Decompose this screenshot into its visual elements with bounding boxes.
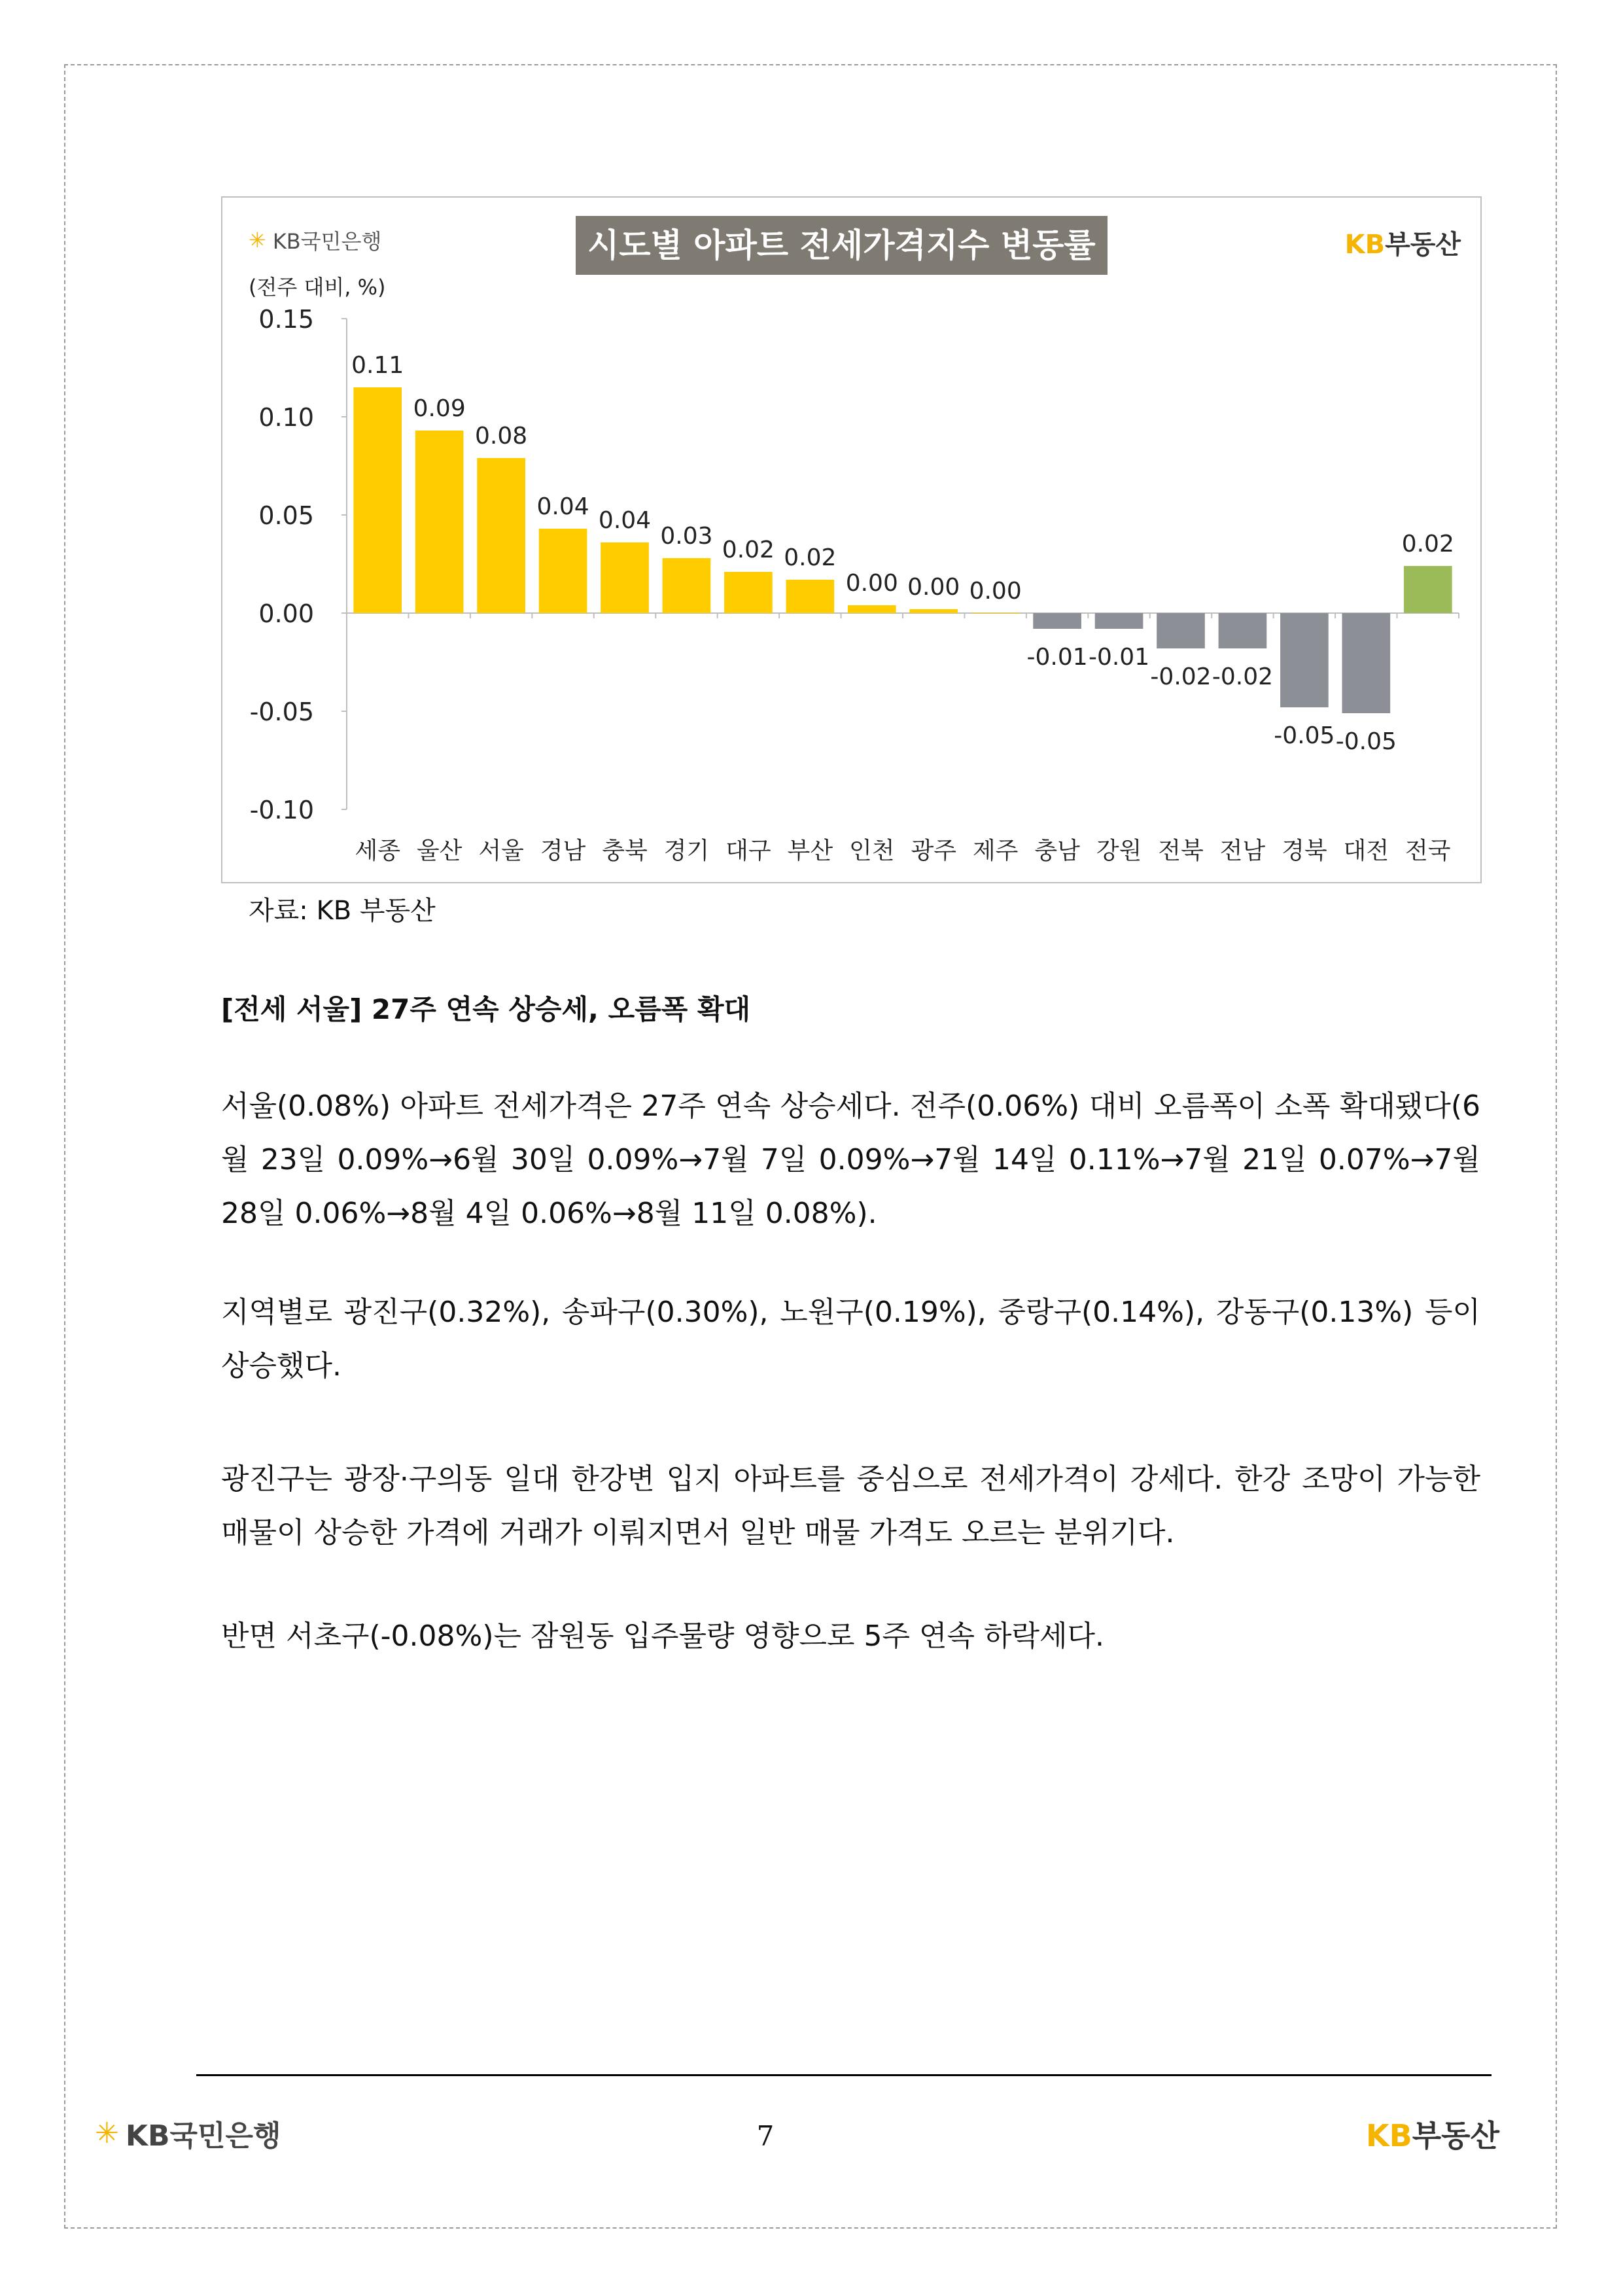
chart-title: 시도별 아파트 전세가격지수 변동률 bbox=[576, 216, 1108, 275]
x-tick-label-서울: 서울 bbox=[478, 838, 524, 864]
x-tick-label-전국: 전국 bbox=[1405, 838, 1451, 864]
kb-bank-logo-text: KB국민은행 bbox=[125, 2119, 281, 2153]
section-heading: [전세 서울] 27주 연속 상승세, 오름폭 확대 bbox=[221, 993, 751, 1025]
data-label-광주: 0.00 bbox=[907, 574, 960, 601]
bar-전북 bbox=[1157, 613, 1205, 648]
bar-세종 bbox=[353, 387, 402, 613]
data-label-제주: 0.00 bbox=[969, 578, 1022, 605]
x-tick-label-전남: 전남 bbox=[1219, 838, 1266, 864]
bar-제주 bbox=[971, 612, 1020, 613]
x-tick-label-강원: 강원 bbox=[1096, 838, 1142, 864]
bar-울산 bbox=[415, 431, 464, 613]
x-tick-label-세종: 세종 bbox=[355, 838, 401, 864]
x-tick-label-울산: 울산 bbox=[416, 838, 462, 864]
data-label-충남: -0.01 bbox=[1026, 644, 1088, 671]
data-label-강원: -0.01 bbox=[1088, 644, 1150, 671]
kb-realestate-logo-footer: KB부동산 bbox=[1366, 2118, 1500, 2153]
bar-강원 bbox=[1095, 613, 1143, 629]
x-tick-label-인천: 인천 bbox=[848, 838, 895, 864]
x-tick-label-경남: 경남 bbox=[540, 838, 586, 864]
y-tick-label: 0.15 bbox=[258, 305, 314, 334]
paragraph-3: 광진구는 광장·구의동 일대 한강변 입지 아파트를 중심으로 전세가격이 강세다. 한강 조망이 가능한 매물이 상승한 가격에 거래가 이뤄지면서 일반 매물 가격도 오르는 분위기다. bbox=[221, 1462, 1480, 1549]
bar-충남 bbox=[1033, 613, 1081, 629]
x-tick-label-대구: 대구 bbox=[725, 838, 771, 864]
data-label-부산: 0.02 bbox=[784, 544, 837, 571]
y-tick-label: -0.10 bbox=[249, 796, 314, 824]
x-tick-label-충북: 충북 bbox=[602, 838, 648, 864]
y-tick-label: 0.00 bbox=[258, 599, 314, 628]
kb-realestate-logo-chart: KB부동산 bbox=[1344, 230, 1461, 260]
x-tick-label-제주: 제주 bbox=[972, 838, 1019, 864]
bar-chart bbox=[222, 198, 1480, 882]
data-label-울산: 0.09 bbox=[413, 395, 466, 422]
data-label-인천: 0.00 bbox=[845, 570, 898, 597]
bar-광주 bbox=[909, 609, 958, 613]
y-tick-label: 0.05 bbox=[258, 501, 314, 530]
chart-container bbox=[221, 196, 1482, 883]
bar-대구 bbox=[724, 572, 773, 613]
bar-서울 bbox=[477, 458, 525, 613]
data-label-경남: 0.04 bbox=[536, 493, 589, 520]
data-label-전국: 0.02 bbox=[1401, 531, 1454, 557]
y-tick-label: -0.05 bbox=[249, 698, 314, 726]
footer-divider bbox=[196, 2074, 1492, 2076]
data-label-서울: 0.08 bbox=[475, 423, 528, 450]
paragraph-4: 반면 서초구(-0.08%)는 잠원동 입주물량 영향으로 5주 연속 하락세다. bbox=[221, 1619, 1104, 1653]
paragraph-2: 지역별로 광진구(0.32%), 송파구(0.30%), 노원구(0.19%), 중랑구(0.14%), 강동구(0.13%) 등이 상승했다. bbox=[221, 1296, 1480, 1383]
x-tick-label-경기: 경기 bbox=[663, 838, 710, 864]
y-tick-label: 0.10 bbox=[258, 403, 314, 432]
data-label-경기: 0.03 bbox=[660, 523, 713, 550]
data-label-전북: -0.02 bbox=[1150, 663, 1212, 690]
bar-경기 bbox=[663, 558, 711, 613]
data-label-충북: 0.04 bbox=[598, 507, 652, 534]
bar-인천 bbox=[848, 605, 896, 613]
data-label-대구: 0.02 bbox=[722, 537, 775, 563]
x-tick-label-충남: 충남 bbox=[1034, 838, 1080, 864]
bar-전남 bbox=[1219, 613, 1267, 648]
x-tick-label-부산: 부산 bbox=[787, 838, 833, 864]
bar-대전 bbox=[1342, 613, 1391, 713]
kb-star-icon: ✳ bbox=[249, 228, 266, 253]
kb-bank-logo-footer bbox=[95, 2112, 281, 2154]
bar-충북 bbox=[601, 542, 649, 613]
x-tick-label-광주: 광주 bbox=[911, 838, 957, 864]
x-tick-label-대전: 대전 bbox=[1343, 838, 1389, 864]
data-label-세종: 0.11 bbox=[351, 352, 404, 379]
kb-star-icon: ✳ bbox=[95, 2116, 119, 2150]
y-axis-unit-label: (전주 대비, %) bbox=[249, 275, 386, 300]
bar-부산 bbox=[786, 580, 835, 613]
bar-경남 bbox=[539, 529, 587, 613]
data-label-대전: -0.05 bbox=[1335, 728, 1397, 755]
paragraph-1: 서울(0.08%) 아파트 전세가격은 27주 연속 상승세다. 전주(0.06%) 대비 오름폭이 소폭 확대됐다(6월 23일 0.09%→6월 30일 0.09%→7월 7일 0.09%→7월 14일 0.11%→7월 21일 0.07%→7월 28일 0.06%→8월 4일 0.06%→8월 11일 0.08%). bbox=[221, 1089, 1480, 1230]
bar-전국 bbox=[1404, 566, 1452, 613]
data-label-전남: -0.02 bbox=[1212, 663, 1274, 690]
x-tick-label-전북: 전북 bbox=[1158, 838, 1204, 864]
bar-경북 bbox=[1280, 613, 1329, 707]
page-number: 7 bbox=[756, 2120, 775, 2152]
kb-bank-logo-text: KB국민은행 bbox=[272, 229, 382, 254]
data-label-경북: -0.05 bbox=[1274, 722, 1335, 749]
x-tick-label-경북: 경북 bbox=[1282, 838, 1327, 864]
chart-source: 자료: KB 부동산 bbox=[249, 896, 436, 926]
